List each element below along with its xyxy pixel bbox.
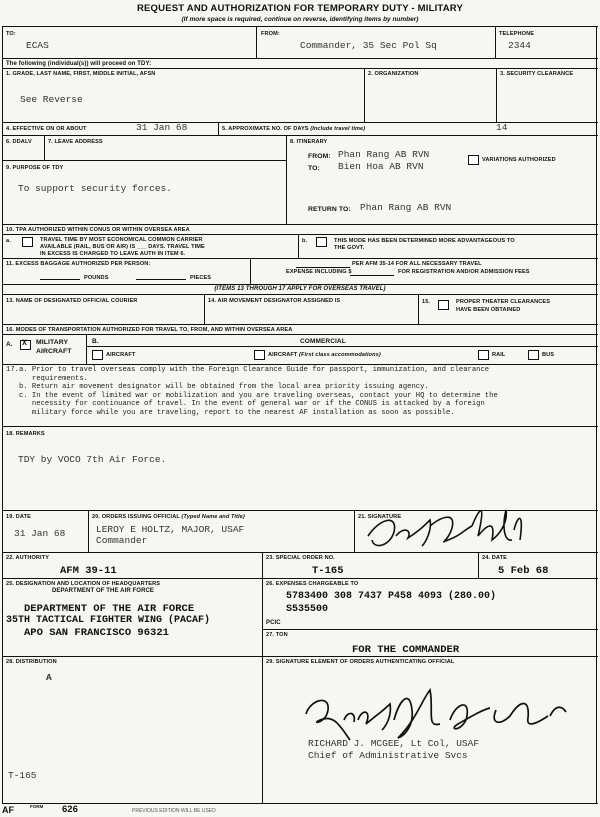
military-aircraft-x-mark: X: [22, 339, 27, 348]
item10-label: 10. TPA AUTHORIZED WITHIN CONUS OR WITHIN OVERSEA AREA: [6, 227, 190, 233]
issuing-official-name: LEROY E HOLTZ, MAJOR, USAF: [96, 524, 245, 535]
item11-pieces: PIECES: [190, 275, 212, 281]
item12-text1: PER AFM 35-14 FOR ALL NECESSARY TRAVEL: [352, 261, 482, 267]
item4-value: 31 Jan 68: [136, 122, 188, 133]
item27-label: 27. TON: [266, 632, 288, 638]
commercial-aircraft-label: AIRCRAFT: [106, 352, 136, 358]
item21-label: 21. SIGNATURE: [358, 514, 402, 520]
authenticating-name: RICHARD J. MCGEE, Lt Col, USAF: [308, 738, 480, 749]
commercial-aircraft-checkbox[interactable]: [92, 350, 103, 360]
itinerary-to-value: Bien Hoa AB RVN: [338, 161, 424, 172]
distribution-value: A: [46, 672, 52, 683]
item1-value: See Reverse: [20, 94, 83, 105]
item16-label: 16. MODES OF TRANSPORTATION AUTHORIZED FOR TRAVEL TO, FROM, AND WITHIN OVERSEA AREA: [6, 327, 293, 333]
item5-value: 14: [496, 122, 508, 133]
proceed-line: The following (individual(s)) will proceed on TDY:: [6, 61, 152, 67]
pcic-label: PCIC: [266, 620, 281, 626]
commercial-label: COMMERCIAL: [300, 338, 346, 345]
bus-label: BUS: [542, 352, 555, 358]
issuing-official-title: Commander: [96, 535, 148, 546]
item10b-checkbox[interactable]: [316, 237, 327, 247]
remarks-value: TDY by VOCO 7th Air Force.: [18, 454, 167, 465]
first-class-label: AIRCRAFT (First class accommodations): [268, 352, 381, 358]
hq-line-2: DEPARTMENT OF THE AIR FORCE: [24, 603, 195, 615]
overseas-note: (ITEMS 13 THROUGH 17 APPLY FOR OVERSEAS TRAVEL): [214, 286, 386, 292]
item11-label: 11. EXCESS BAGGAGE AUTHORIZED PER PERSON:: [6, 261, 151, 267]
authenticating-title: Chief of Administrative Svcs: [308, 750, 468, 761]
rail-label: RAIL: [492, 352, 506, 358]
item10b-letter: b.: [302, 238, 308, 244]
item9-label: 9. PURPOSE OF TDY: [6, 165, 64, 171]
authority-value: AFM 39-11: [60, 565, 117, 577]
military-label: MILITARY: [36, 339, 69, 346]
return-to-value: Phan Rang AB RVN: [360, 202, 452, 213]
item3-label: 3. SECURITY CLEARANCE: [500, 71, 574, 77]
from-label: FROM:: [261, 31, 280, 37]
item2-label: 2. ORGANIZATION: [368, 71, 419, 77]
item10a-text1: TRAVEL TIME BY MOST ECONOMICAL COMMON CARRIER: [40, 237, 203, 243]
to-label: TO:: [6, 31, 16, 37]
variations-label: VARIATIONS AUTHORIZED: [482, 157, 556, 163]
commander-signature: [360, 496, 540, 558]
item16a-letter: A.: [6, 341, 13, 348]
item20-label: 20. ORDERS ISSUING OFFICIAL (Typed Name and Title): [92, 514, 245, 520]
itinerary-from-label: FROM:: [308, 153, 331, 160]
item8-label: 8. ITINERARY: [290, 139, 328, 145]
item6-label: 6. DDALV: [6, 139, 32, 145]
item1-label: 1. GRADE, LAST NAME, FIRST, MIDDLE INITIAL, AFSN: [6, 71, 156, 77]
to-value: ECAS: [26, 40, 49, 51]
item15-number: 15.: [422, 299, 431, 305]
aircraft-label: AIRCRAFT: [36, 348, 72, 355]
footer-af: AF: [2, 805, 14, 815]
item9-value: To support security forces.: [18, 183, 172, 194]
item10a-letter: a.: [6, 238, 11, 244]
expense-line-1: 5783400 308 7437 P458 4093 (280.00): [286, 591, 497, 602]
item10a-text2: AVAILABLE (RAIL, BUS OR AIR) IS ___ DAYS. TRAVEL TIME: [40, 244, 205, 250]
item15-text2: HAVE BEEN OBTAINED: [456, 307, 521, 313]
itinerary-to-label: TO:: [308, 165, 320, 172]
bus-checkbox[interactable]: [528, 350, 539, 360]
item14-label: 14. AIR MOVEMENT DESIGNATOR ASSIGNED IS: [208, 298, 341, 304]
order-ref-bottom: T-165: [8, 770, 37, 781]
footer-form-number: 626: [62, 804, 78, 815]
item7-label: 7. LEAVE ADDRESS: [48, 139, 103, 145]
item19-label: 19. DATE: [6, 514, 31, 520]
hq-line-4: APO SAN FRANCISCO 96321: [24, 627, 169, 639]
item12-text3: FOR REGISTRATION AND/OR ADMISSION FEES: [398, 269, 530, 275]
date-value: 31 Jan 68: [14, 528, 66, 539]
item10a-checkbox[interactable]: [22, 237, 33, 247]
item17-instructions: 17.a. Prior to travel overseas comply with the Foreign Clearance Guide for passport, immunization, and clearance requirements. b. Return air movement designator will be obtained from the local area priority issuing agency. c. In the event of limited war or mobilization and you are traveling overseas, contact your HQ to determine the necessity for continuance of travel. In the event of general war or if the CONUS is attacked by a foreign military force while you are traveling, report to the nearest AF installation as soon as possible.: [6, 366, 498, 417]
item28-label: 28. DISTRIBUTION: [6, 659, 57, 665]
hq-line-1: DEPARTMENT OF THE AIR FORCE: [52, 588, 155, 594]
special-order-value: T-165: [312, 565, 344, 577]
item15-checkbox[interactable]: [438, 300, 449, 310]
item18-label: 18. REMARKS: [6, 431, 45, 437]
hq-line-3: 35TH TACTICAL FIGHTER WING (PACAF): [6, 615, 211, 626]
item5-label: 5. APPROXIMATE NO. OF DAYS (Include travel time): [222, 126, 366, 132]
item4-label: 4. EFFECTIVE ON OR ABOUT: [6, 126, 87, 132]
item13-label: 13. NAME OF DESIGNATED OFFICIAL COURIER: [6, 298, 138, 304]
form-title: REQUEST AND AUTHORIZATION FOR TEMPORARY DUTY - MILITARY: [136, 3, 464, 14]
item26-label: 26. EXPENSES CHARGEABLE TO: [266, 581, 359, 587]
item11-pounds: POUNDS: [84, 275, 109, 281]
item10b-text2: THE GOVT.: [334, 245, 365, 251]
item15-text1: PROPER THEATER CLEARANCES: [456, 299, 551, 305]
item24-label: 24. DATE: [482, 555, 507, 561]
rail-checkbox[interactable]: [478, 350, 489, 360]
first-class-checkbox[interactable]: [254, 350, 265, 360]
variations-checkbox[interactable]: [468, 155, 479, 165]
form-subtitle: (If more space is required, continue on reverse, identifying items by number): [181, 16, 419, 23]
footer-previous-edition: PREVIOUS EDITION WILL BE USED: [132, 808, 216, 814]
item12-text2: EXPENSE INCLUDING $: [286, 269, 352, 275]
for-the-commander: FOR THE COMMANDER: [352, 644, 460, 656]
itinerary-from-value: Phan Rang AB RVN: [338, 149, 430, 160]
item22-label: 22. AUTHORITY: [6, 555, 50, 561]
item29-label: 29. SIGNATURE ELEMENT OF ORDERS AUTHENTICATING OFFICIAL: [266, 659, 455, 665]
item23-label: 23. SPECIAL ORDER NO.: [266, 555, 335, 561]
return-to-label: RETURN TO:: [308, 206, 351, 213]
order-date-value: 5 Feb 68: [498, 565, 549, 577]
item10b-text1: THIS MODE HAS BEEN DETERMINED MORE ADVANTAGEOUS TO: [334, 238, 515, 244]
item25-label: 25. DESIGNATION AND LOCATION OF HEADQUARTERS: [6, 581, 161, 587]
telephone-value: 2344: [508, 40, 531, 51]
from-value: Commander, 35 Sec Pol Sq: [300, 40, 437, 51]
expense-line-2: S535500: [286, 604, 329, 615]
item10a-text3: IN EXCESS IS CHARGED TO LEAVE AUTH IN ITEM 6.: [40, 251, 186, 257]
item16b-letter: B.: [92, 338, 99, 345]
footer-form-label: FORM: [30, 804, 44, 809]
telephone-label: TELEPHONE: [499, 31, 535, 37]
